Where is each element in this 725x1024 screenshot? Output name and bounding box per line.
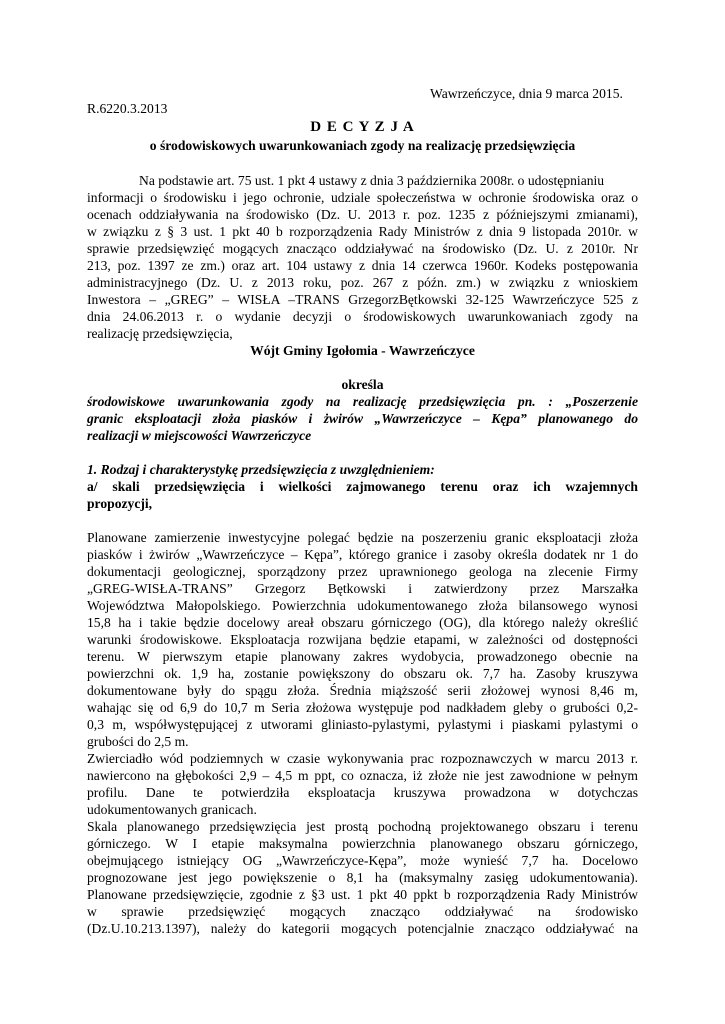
preamble-line: sprawie przedsięwzięć mogących znacząco oddziaływać na środowisko (Dz. U. z 2010r. Nr — [87, 241, 638, 256]
body-line: górniczego. W I etapie maksymalna powierzchnia planowanego obszaru górniczego, — [87, 836, 638, 851]
body-line: piasków i żwirów „Wawrzeńczyce – Kępa”, którego granice i zasoby określa dodatek nr 1 do — [87, 547, 638, 562]
body-line: (Dz.U.10.213.1397), należy do kategorii mogących potencjalnie znacząco oddziaływać na — [87, 921, 638, 936]
body-line: terenu. W pierwszym etapie planowany zakres wydobycia, prowadzonego obecnie na — [87, 649, 638, 664]
reference-number: R.6220.3.2013 — [87, 101, 168, 116]
body-line: nawiercono na głębokości 2,9 – 4,5 m ppt, co oznacza, iż złoże nie jest zawodnione w pełnym — [87, 768, 638, 783]
subject-line: realizacji w miejscowości Wawrzeńczyce — [87, 428, 312, 443]
body-line: powierzchni ok. 1,9 ha, zostanie powiększony do obszaru ok. 7,7 ha. Zasoby kruszywa — [87, 666, 638, 681]
preamble-line: administracyjnego (Dz. U. z 2013 roku, poz. 267 z późn. zm.) w związku z wnioskiem — [87, 275, 638, 290]
preamble-line: Na podstawie art. 75 ust. 1 pkt 4 ustawy z dnia 3 października 2008r. o udostępnianiu — [139, 173, 605, 188]
body-line: dokumentacji geologicznej, sporządzony przez uprawnionego geologa na zlecenie Firmy — [87, 564, 638, 579]
body-line: Zwierciadło wód podziemnych w czasie wykonywania prac rozpoznawczych w marcu 2013 r. — [87, 751, 638, 766]
body-line: 0,3 m, współwystępującej z utworami gliniasto-pylastymi, pylastymi i piaskami pylastymi o — [87, 717, 638, 732]
section-subheading: propozycji, — [87, 496, 153, 511]
preamble-line: w związku z § 3 ust. 1 pkt 40 b rozporządzenia Rady Ministrów z dnia 9 listopada 2010r. w — [87, 224, 638, 239]
document-subtitle: o środowiskowych uwarunkowaniach zgody na realizację przedsięwzięcia — [149, 138, 576, 153]
issuing-authority: Wójt Gminy Igołomia - Wawrzeńczyce — [250, 343, 475, 358]
body-line: w sprawie przedsięwzięć mogących znacząco oddziaływać na środowisko — [87, 904, 638, 919]
subject-line: środowiskowe uwarunkowania zgody na realizację przedsięwzięcia pn. : „Poszerzenie — [87, 394, 638, 409]
preamble-line: Inwestora – „GREG” – WISŁA –TRANS GrzegorzBętkowski 32-125 Wawrzeńczyce 525 z — [87, 292, 638, 307]
body-line: udokumentowanych granicach. — [87, 802, 257, 817]
subject-line: granic eksploatacji złoża piasków i żwirów „Wawrzeńczyce – Kępa” planowanego do — [87, 411, 638, 426]
body-line: obejmującego istniejący OG „Wawrzeńczyce-Kępa”, może wynieść 7,7 ha. Docelowo — [87, 853, 638, 868]
body-line: Skala planowanego przedsięwzięcia jest prostą pochodną projektowanego obszaru i terenu — [87, 819, 638, 834]
document-title: D E C Y Z J A — [310, 119, 415, 135]
body-line: dokumentowane były do spągu złoża. Średnia miąższość serii złożowej wynosi 8,46 m, — [87, 683, 638, 698]
body-line: prognozowane jest jego powiększenie o 8,1 ha (maksymalny zasięg udokumentowania). — [87, 870, 638, 885]
determines-heading: określa — [341, 377, 384, 392]
preamble-line: 213, poz. 1397 ze zm.) oraz art. 104 ustawy z dnia 14 czerwca 1960r. Kodeks postępowania — [87, 258, 638, 273]
body-line: Planowane przedsięwzięcie, zgodnie z §3 ust. 1 pkt 40 ppkt b rozporządzenia Rady Ministrów — [87, 887, 638, 902]
body-line: 15,8 ha i takie będzie docelowy areał obszaru górniczego (OG), dla którego należy określić — [87, 615, 638, 630]
body-line: Planowane zamierzenie inwestycyjne polegać będzie na poszerzeniu granic eksploatacji złoża — [87, 530, 638, 545]
body-line: grubości do 2,5 m. — [87, 734, 189, 749]
preamble-line: realizację przedsięwzięcia, — [87, 326, 233, 341]
section-heading: 1. Rodzaj i charakterystykę przedsięwzięcia z uwzględnieniem: — [87, 462, 435, 477]
preamble-line: informacji o środowisku i jego ochronie, udziale społeczeństwa w ochronie środowiska oraz o — [87, 190, 638, 205]
section-subheading: a/ skali przedsięwzięcia i wielkości zajmowanego terenu oraz ich wzajemnych — [87, 479, 638, 494]
place-and-date: Wawrzeńczyce, dnia 9 marca 2015. — [430, 86, 623, 101]
body-line: Województwa Małopolskiego. Powierzchnia udokumentowanego złoża bilansowego wynosi — [87, 598, 638, 613]
body-line: wahając się od 6,9 do 10,7 m Seria złożowa występuje pod nadkładem gleby o grubości 0,2- — [87, 700, 638, 715]
body-line: „GREG-WISŁA-TRANS” Grzegorz Bętkowski i zatwierdzony przez Marszałka — [87, 581, 638, 596]
preamble-line: ocenach oddziaływania na środowisko (Dz. U. 2013 r. poz. 1235 z późniejszymi zmianami), — [87, 207, 638, 222]
body-line: profilu. Dane te potwierdziła eksploatacja kruszywa prowadzona w dotychczas — [87, 785, 638, 800]
preamble-line: dnia 24.06.2013 r. o wydanie decyzji o środowiskowych uwarunkowaniach zgody na — [87, 309, 638, 324]
body-line: warunki środowiskowe. Eksploatacja rozwijana będzie etapami, w zależności od dostępności — [87, 632, 638, 647]
